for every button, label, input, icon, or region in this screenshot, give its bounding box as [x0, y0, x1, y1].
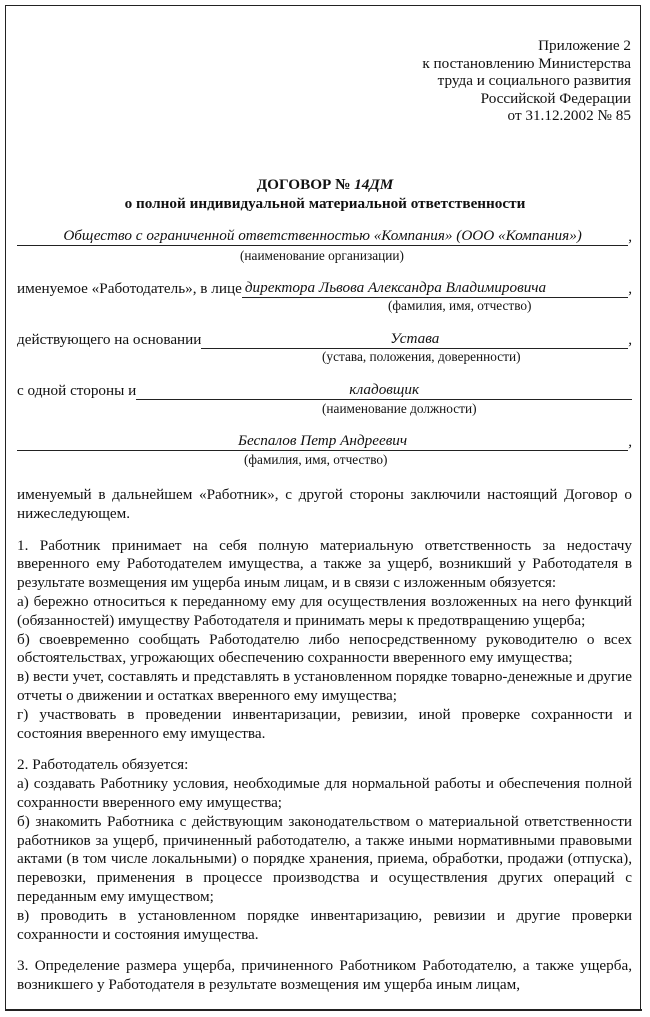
comma: ,: [628, 331, 632, 348]
clause-1b: б) своевременно сообщать Работодателю либо непосредственному руководителю о всех обстоятельствах, угрожающих обеспечению сохранности вверенного ему имущества;: [17, 630, 632, 667]
clause-1a: а) бережно относиться к переданному ему для осуществления возложенных на него функций (обязанностей) имуществу Работодателя и принимать меры к предотвращению ущерба;: [17, 592, 632, 629]
appendix-line: труда и социального развития: [437, 72, 631, 90]
representative-prefix: именуемое «Работодатель», в лице: [17, 280, 242, 297]
basis-row: [17, 329, 632, 349]
basis-field: Устава: [201, 330, 628, 349]
position-row: [17, 380, 632, 400]
representative-field: директора Львова Александра Владимировича: [242, 279, 628, 298]
document-title: [0, 176, 650, 194]
title-prefix: ДОГОВОР №: [256, 176, 355, 193]
clause-2c: в) проводить в установленном порядке инвентаризацию, ревизии и другие проверки сохранности и состояния имущества.: [17, 906, 632, 943]
representative-row: [17, 278, 632, 298]
employee-field: Беспалов Петр Андреевич: [17, 432, 628, 451]
representative-caption: (фамилия, имя, отчество): [388, 298, 532, 313]
basis-caption: (устава, положения, доверенности): [322, 349, 521, 364]
position-caption: (наименование должности): [322, 401, 477, 416]
appendix-line: Российской Федерации: [480, 89, 631, 107]
frame-bottom-line: [5, 1009, 642, 1011]
appendix-line: Приложение 2: [538, 37, 631, 54]
appendix-line: от 31.12.2002 № 85: [507, 107, 631, 125]
position-field: кладовщик: [136, 381, 632, 400]
document-subtitle: о полной индивидуальной материальной ответственности: [124, 195, 526, 212]
employee-caption: (фамилия, имя, отчество): [244, 452, 388, 467]
appendix-line: к постановлению Министерства: [422, 54, 631, 72]
contract-body: [17, 486, 632, 995]
clause-3: 3. Определение размера ущерба, причиненного Работником Работодателю, а также ущерба, возникшего у Работодателя в результате возмещения им ущерба иным лицам,: [17, 957, 632, 994]
comma: ,: [628, 433, 632, 450]
clause-2: 2. Работодатель обязуется:: [17, 756, 189, 774]
employee-row: [17, 431, 632, 451]
comma: ,: [628, 280, 632, 297]
intro-paragraph: именуемый в дальнейшем «Работник», с другой стороны заключили настоящий Договор о нижеследующем.: [17, 486, 632, 522]
clause-2a: а) создавать Работнику условия, необходимые для нормальной работы и обеспечения полной сохранности вверенного ему имущества;: [17, 775, 632, 811]
organization-row: [17, 226, 632, 246]
organization-field: Общество с ограниченной ответственностью «Компания» (ООО «Компания»): [17, 227, 628, 246]
clause-1d: г) участвовать в проведении инвентаризации, ревизии, иной проверке сохранности и состояния вверенного ему имущества.: [17, 705, 632, 742]
comma: ,: [628, 228, 632, 245]
appendix-block: [422, 37, 631, 125]
clause-1: 1. Работник принимает на себя полную материальную ответственность за недостачу вверенного ему Работодателем имущества, а также за ущерб, возникший у Работодателя в результате возмещения им ущерба иным лицам, и в связи с изложенным обязуется:: [17, 536, 632, 592]
contract-number: 14ДМ: [354, 176, 394, 193]
clause-2b: б) знакомить Работника с действующим законодательством о материальной ответственности работников за ущерб, причиненный работодателю, а также иными нормативными правовыми актами (в том числе локальными) о порядке хранения, приема, обработки, продажи (отпуска), перевозки, применения в процессе производства и осуществления других операций с переданным ему имуществом;: [17, 812, 632, 905]
basis-prefix: действующего на основании: [17, 331, 202, 348]
clause-1c: в) вести учет, составлять и представлять в установленном порядке товарно-денежные и другие отчеты о движении и остатках вверенного ему имущества;: [17, 668, 632, 704]
organization-caption: (наименование организации): [240, 248, 404, 263]
position-prefix: с одной стороны и: [17, 382, 137, 399]
